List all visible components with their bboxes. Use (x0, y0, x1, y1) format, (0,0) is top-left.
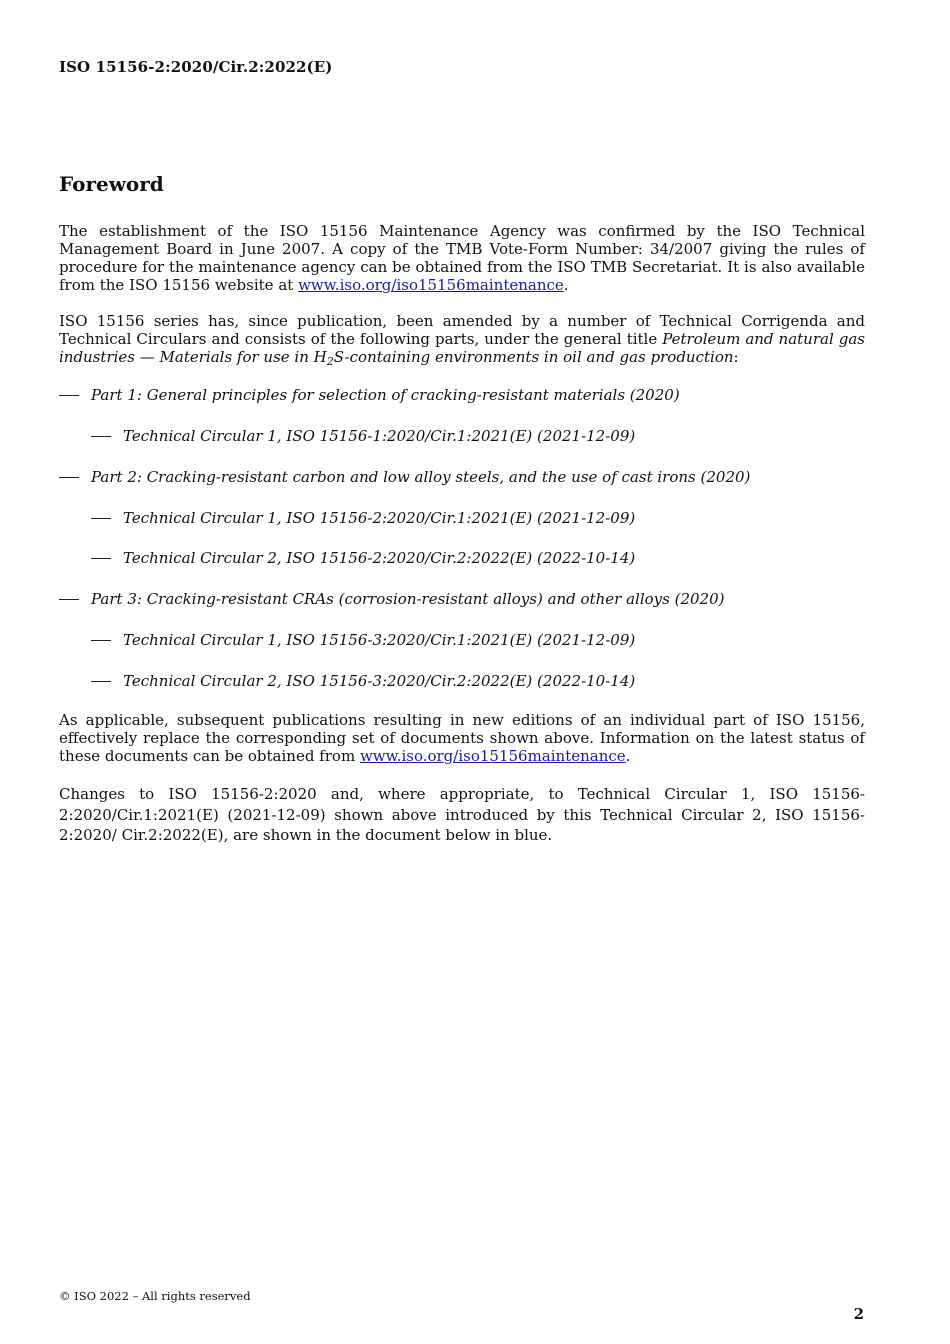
dash-icon (91, 436, 111, 437)
dash-icon (91, 640, 111, 641)
paragraph-end: : (733, 348, 739, 366)
list-item-text: Part 2: Cracking-resistant carbon and low alloy steels, and the use of cast irons (2020) (91, 468, 751, 486)
dash-icon (91, 518, 111, 519)
subscript-2: 2 (326, 355, 334, 368)
series-title-part-b: S-containing environments in oil and gas production (333, 348, 734, 366)
document-header: ISO 15156-2:2020/Cir.2:2022(E) (59, 58, 333, 76)
list-item-text: Technical Circular 1, ISO 15156-1:2020/Cir.1:2021(E) (2021-12-09) (123, 427, 636, 445)
list-item-text: Technical Circular 1, ISO 15156-3:2020/Cir.1:2021(E) (2021-12-09) (123, 631, 636, 649)
page-number: 2 (853, 1305, 864, 1323)
list-item-part-2-circular-2 (91, 549, 635, 567)
dash-icon (59, 395, 79, 396)
foreword-heading: Foreword (59, 172, 164, 196)
maintenance-link[interactable]: www.iso.org/iso15156maintenance (298, 276, 564, 294)
dash-icon (59, 599, 79, 600)
paragraph-end: . (563, 276, 569, 294)
series-title-part-a: Petroleum and natural gas industries — Materials for use in H (59, 330, 865, 366)
list-item-text: Technical Circular 2, ISO 15156-3:2020/Cir.2:2022(E) (2022-10-14) (123, 672, 636, 690)
dash-icon (91, 681, 111, 682)
foreword-paragraph-4: Changes to ISO 15156-2:2020 and, where appropriate, to Technical Circular 1, ISO 15156-2:2020/Cir.1:2021(E) (2021-12-09) shown above introduced by this Technical Circular 2, ISO 15156-2:2020/ Cir.2:2022(E), are shown in the document below in blue. (59, 785, 865, 844)
paragraph-text: ISO 15156 series has, since publication, been amended by a number of Technical Corrigenda and Technical Circulars and consists of the following parts, under the general title (59, 312, 865, 348)
list-item-text: Technical Circular 1, ISO 15156-2:2020/Cir.1:2021(E) (2021-12-09) (123, 509, 636, 527)
foreword-paragraph-2 (59, 312, 865, 366)
list-item-part-1-circular-1 (91, 427, 635, 445)
paragraph-text: As applicable, subsequent publications resulting in new editions of an individual part of ISO 15156, effectively replace the corresponding set of documents shown above. Information on the latest status of these documents can be obtained from (59, 711, 865, 765)
list-item-part-2-circular-1 (91, 509, 635, 527)
dash-icon (91, 558, 111, 559)
dash-icon (59, 477, 79, 478)
list-item-part-3 (59, 590, 724, 608)
list-item-text: Part 1: General principles for selection of cracking-resistant materials (2020) (91, 386, 680, 404)
paragraph-end: . (625, 747, 631, 765)
list-item-text: Technical Circular 2, ISO 15156-2:2020/Cir.2:2022(E) (2022-10-14) (123, 549, 636, 567)
list-item-part-3-circular-1 (91, 631, 635, 649)
paragraph-text: The establishment of the ISO 15156 Maintenance Agency was confirmed by the ISO Technical Management Board in June 2007. A copy of the TMB Vote-Form Number: 34/2007 giving the rules of procedure for the maintenance agency can be obtained from the ISO TMB Secretariat. It is also available from the ISO 15156 website at (59, 222, 865, 294)
foreword-paragraph-3 (59, 711, 865, 765)
list-item-text: Part 3: Cracking-resistant CRAs (corrosion-resistant alloys) and other alloys (2020) (91, 590, 725, 608)
list-item-part-3-circular-2 (91, 672, 635, 690)
foreword-paragraph-1 (59, 222, 865, 294)
copyright-footer: © ISO 2022 – All rights reserved (59, 1289, 251, 1303)
maintenance-link[interactable]: www.iso.org/iso15156maintenance (359, 747, 626, 765)
list-item-part-1 (59, 386, 680, 404)
list-item-part-2 (59, 468, 750, 486)
